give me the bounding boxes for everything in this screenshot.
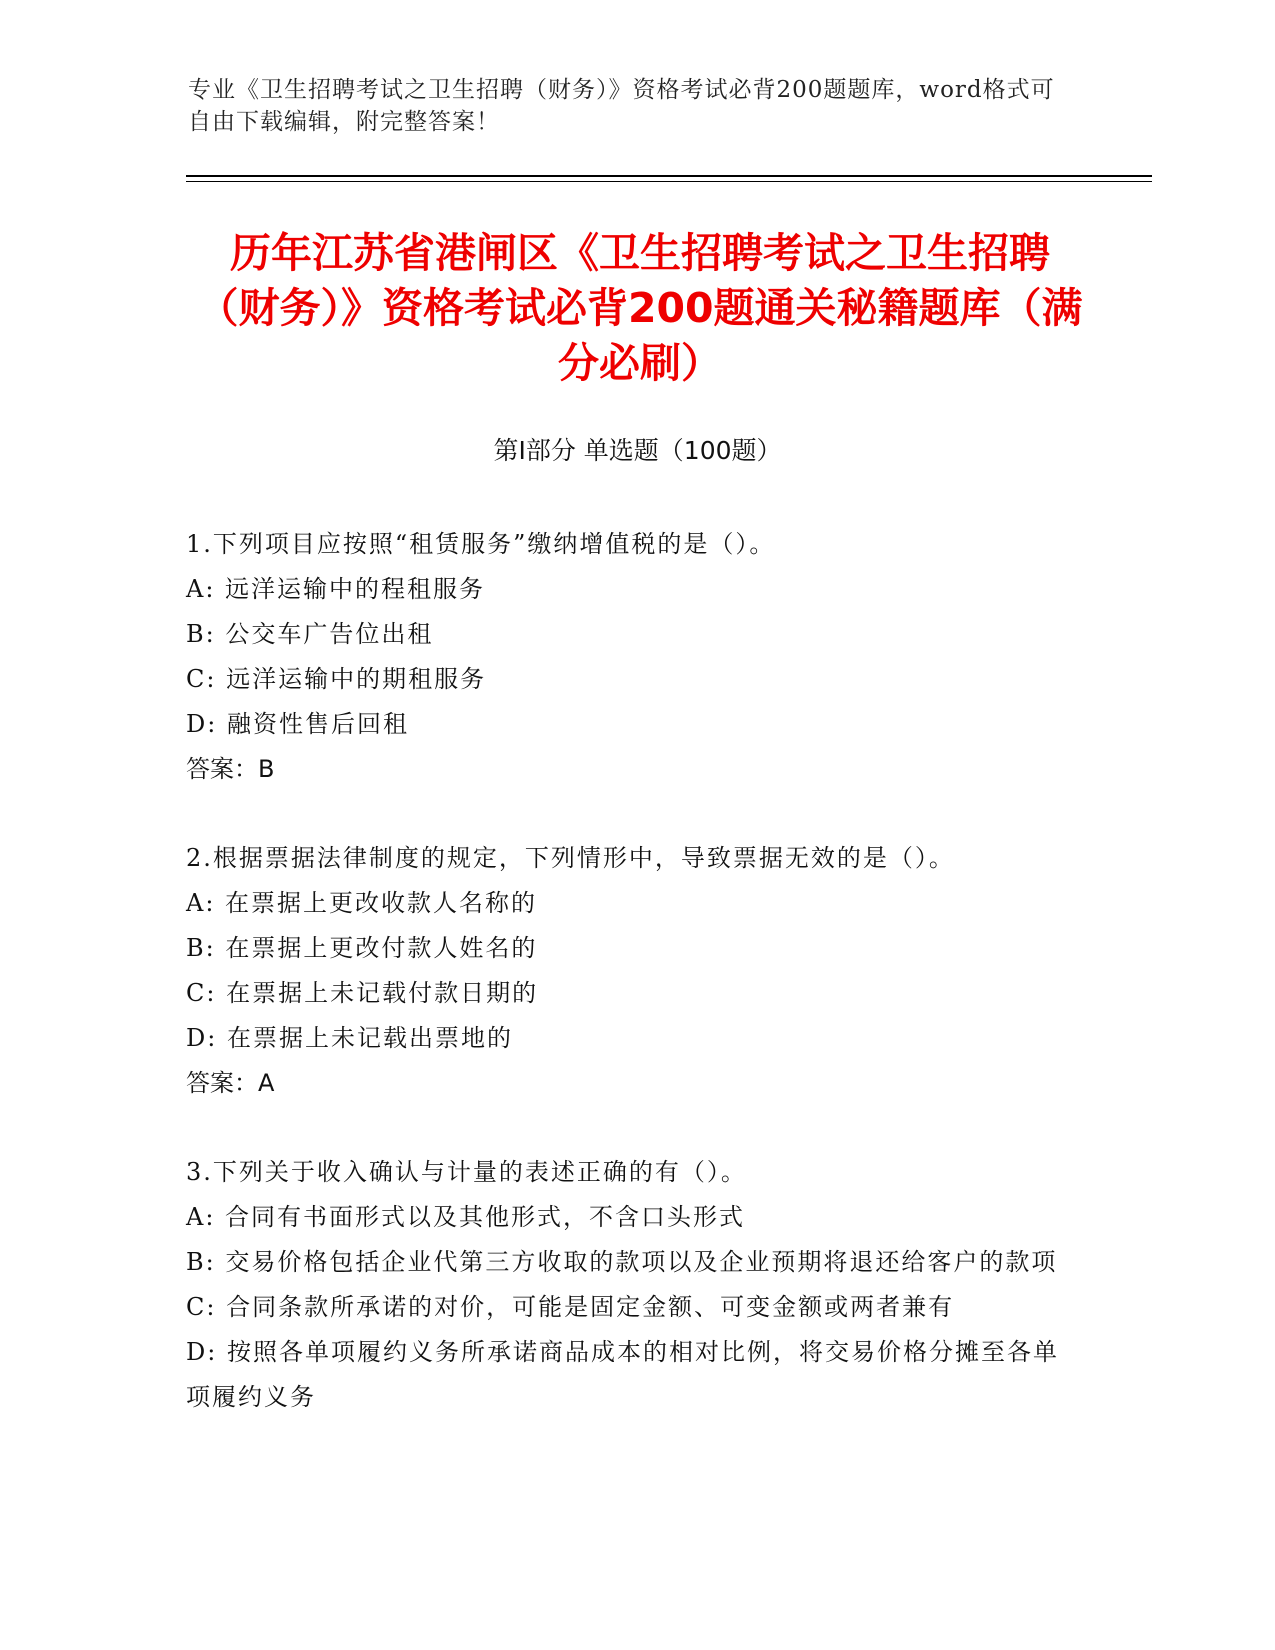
option-b: B: 在票据上更改付款人姓名的	[186, 934, 538, 962]
option-d: D: 按照各单项履约义务所承诺商品成本的相对比例，将交易价格分摊至各单项履约义务	[186, 1338, 1059, 1411]
question-3	[186, 1150, 1076, 1420]
option-d: D: 融资性售后回租	[186, 710, 409, 738]
question-stem: 3.下列关于收入确认与计量的表述正确的有（）。	[186, 1158, 747, 1186]
document-title: 历年江苏省港闸区《卫生招聘考试之卫生招聘（财务）》资格考试必背200题通关秘籍题库（满分必刷）	[197, 229, 1083, 387]
option-d: D: 在票据上未记载出票地的	[186, 1024, 513, 1052]
option-a: A: 在票据上更改收款人名称的	[186, 889, 538, 917]
option-a: A: 合同有书面形式以及其他形式，不含口头形式	[186, 1203, 746, 1231]
question-1	[186, 522, 1076, 792]
option-c: C: 合同条款所承诺的对价，可能是固定金额、可变金额或两者兼有	[186, 1293, 955, 1321]
option-b: B: 交易价格包括企业代第三方收取的款项以及企业预期将退还给客户的款项	[186, 1248, 1058, 1276]
option-c: C: 在票据上未记载付款日期的	[186, 979, 539, 1007]
section-heading: 第I部分 单选题（100题）	[493, 436, 782, 465]
question-stem: 1.下列项目应按照“租赁服务”缴纳增值税的是（）。	[186, 530, 776, 558]
question-list	[186, 522, 1076, 1464]
question-stem: 2.根据票据法律制度的规定，下列情形中，导致票据无效的是（）。	[186, 844, 955, 872]
option-b: B: 公交车广告位出租	[186, 620, 434, 648]
question-2	[186, 836, 1076, 1106]
header-note: 专业《卫生招聘考试之卫生招聘（财务）》资格考试必背200题题库，word格式可自由下载编辑，附完整答案！	[188, 77, 1055, 135]
option-a: A: 远洋运输中的程租服务	[186, 575, 486, 603]
header-rule-thick	[186, 175, 1152, 177]
answer: 答案：A	[186, 1069, 275, 1097]
answer: 答案：B	[186, 755, 275, 783]
option-c: C: 远洋运输中的期租服务	[186, 665, 487, 693]
header-rule-thin	[186, 181, 1152, 182]
